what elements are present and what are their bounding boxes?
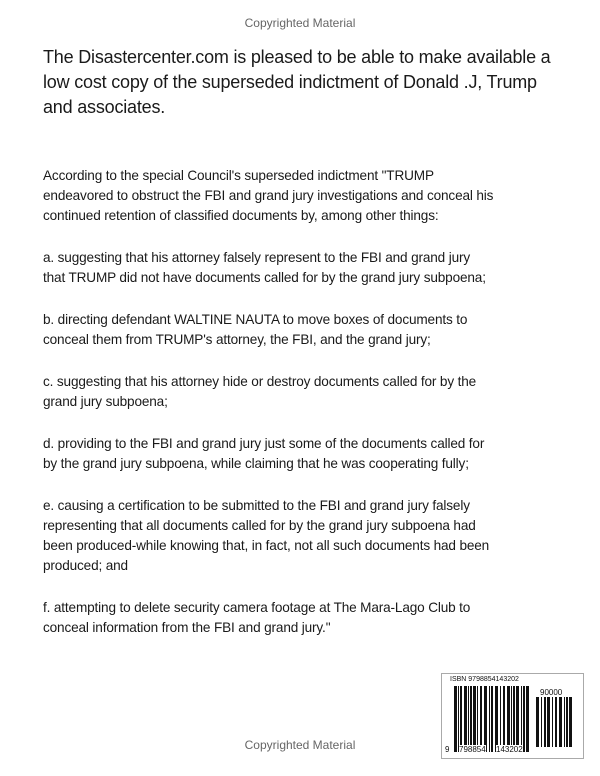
paragraph-line: continued retention of classified documents by, among other things: <box>43 208 439 223</box>
paragraph-line: endeavored to obstruct the FBI and grand jury investigations and conceal his <box>43 188 494 203</box>
paragraph <box>43 248 583 288</box>
paragraph-line: been produced-while knowing that, in fact, not all such documents had been <box>43 538 490 553</box>
copyright-notice-bottom: Copyrighted Material <box>244 738 356 752</box>
paragraph-line: b. directing defendant WALTINE NAUTA to move boxes of documents to <box>43 312 468 327</box>
copyright-notice-top: Copyrighted Material <box>244 16 356 30</box>
paragraph <box>43 598 583 638</box>
barcode-digits-left: 798854 <box>459 745 486 754</box>
paragraph-line: d. providing to the FBI and grand jury just some of the documents called for <box>43 436 485 451</box>
paragraph-line: conceal them from TRUMP's attorney, the FBI, and the grand jury; <box>43 332 431 347</box>
intro-line: The Disastercenter.com is pleased to be able to make available a <box>43 47 551 67</box>
paragraph-line: that TRUMP did not have documents called for by the grand jury subpoena; <box>43 270 486 285</box>
paragraph-line: According to the special Council's superseded indictment "TRUMP <box>43 168 434 183</box>
price-addon-label: 90000 <box>540 688 563 697</box>
intro-text <box>43 45 583 120</box>
intro-line: low cost copy of the superseded indictment of Donald .J, Trump <box>43 72 537 92</box>
intro-line: and associates. <box>43 97 166 117</box>
barcode-digit-first: 9 <box>445 745 450 754</box>
paragraph <box>43 434 583 474</box>
paragraph-line: c. suggesting that his attorney hide or destroy documents called for by the <box>43 374 477 389</box>
paragraph <box>43 496 583 576</box>
barcode-digits-right: 143202 <box>496 745 523 754</box>
paragraph-line: e. causing a certification to be submitted to the FBI and grand jury falsely <box>43 498 470 513</box>
paragraph <box>43 310 583 350</box>
paragraph-line: grand jury subpoena; <box>43 394 168 409</box>
paragraph-line: representing that all documents called for by the grand jury subpoena had <box>43 518 476 533</box>
paragraph-line: f. attempting to delete security camera footage at The Mara-Lago Club to <box>43 600 471 615</box>
indictment-excerpt <box>43 166 583 660</box>
paragraph-line: by the grand jury subpoena, while claiming that he was cooperating fully; <box>43 456 469 471</box>
paragraph-line: produced; and <box>43 558 128 573</box>
paragraph-line: a. suggesting that his attorney falsely represent to the FBI and grand jury <box>43 250 471 265</box>
paragraph <box>43 166 583 226</box>
isbn-label: ISBN 9798854143202 <box>450 676 519 683</box>
paragraph-line: conceal information from the FBI and grand jury." <box>43 620 331 635</box>
paragraph <box>43 372 583 412</box>
